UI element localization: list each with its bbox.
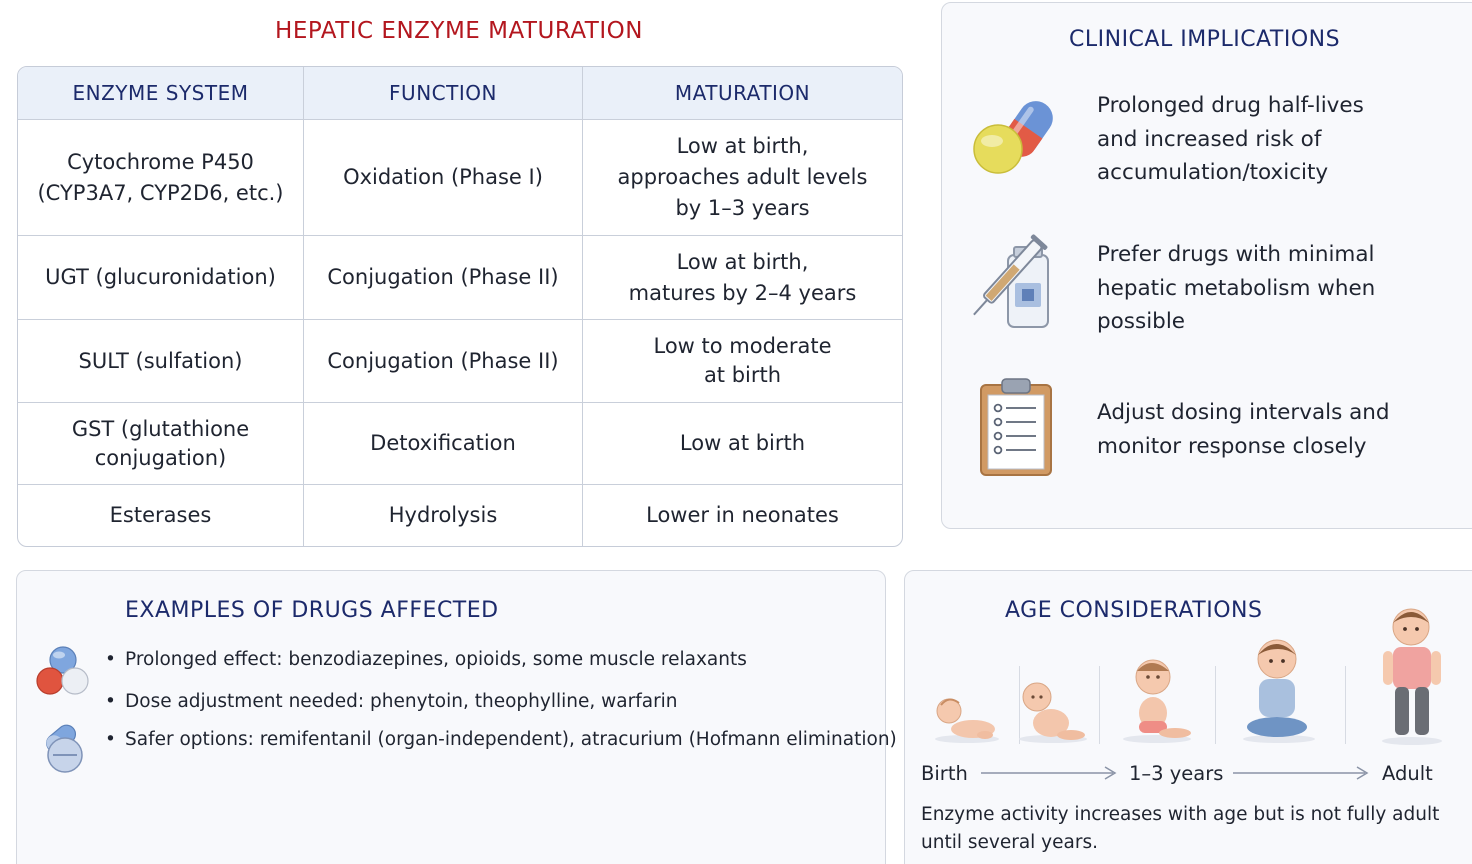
capsule-tablet-icon	[35, 717, 91, 775]
clipboard-checklist-icon	[978, 375, 1054, 477]
function-cell: Conjugation (Phase II)	[304, 320, 583, 403]
age-considerations-panel	[904, 570, 1472, 864]
clinical-implications-title: CLINICAL IMPLICATIONS	[1069, 27, 1341, 52]
cell-line: at birth	[703, 363, 782, 387]
implication-line: possible	[1097, 309, 1186, 334]
newborn-lying-icon	[933, 683, 1001, 745]
age-considerations-title: AGE CONSIDERATIONS	[1005, 598, 1263, 623]
stage-divider	[1215, 666, 1216, 744]
timeline-adult: Adult	[1382, 762, 1433, 785]
cell-line: approaches adult levels	[617, 165, 868, 189]
implication-item	[1097, 396, 1390, 463]
implication-item	[1097, 89, 1364, 190]
infant-sitting-icon	[1015, 675, 1091, 745]
implication-line: Adjust dosing intervals and	[1097, 400, 1390, 425]
cell-line: UGT (glucuronidation)	[45, 265, 276, 289]
age-note: Enzyme activity increases with age but is not fully adult until several years.	[921, 804, 1440, 853]
timeline-arrow	[979, 761, 1119, 785]
cell-line: Low to moderate	[653, 334, 832, 358]
drugs-affected-title: EXAMPLES OF DRUGS AFFECTED	[125, 598, 499, 623]
implication-line: monitor response closely	[1097, 433, 1367, 459]
table-row	[18, 403, 902, 485]
header-enzyme-system: ENZYME SYSTEM	[18, 67, 304, 120]
cell-line: Low at birth,	[676, 134, 809, 158]
enzyme-cell	[18, 485, 304, 546]
enzyme-cell	[18, 403, 304, 485]
table-row	[18, 485, 902, 546]
main-title: HEPATIC ENZYME MATURATION	[275, 18, 643, 44]
maturation-cell	[583, 320, 902, 403]
child-standing-icon	[1373, 605, 1451, 745]
stage-divider	[1099, 666, 1100, 744]
drugs-affected-panel	[16, 570, 897, 864]
table-row	[18, 320, 902, 403]
capsule-pills-icon	[970, 87, 1066, 179]
pill-cluster-icon	[35, 643, 91, 699]
function-cell: Oxidation (Phase I)	[304, 120, 583, 236]
list-item: • Prolonged effect: benzodiazepines, opioids, some muscle relaxants	[105, 649, 897, 670]
toddler-sitting-icon	[1237, 635, 1319, 745]
enzyme-cell	[18, 120, 304, 236]
cell-line: conjugation)	[94, 445, 227, 470]
syringe-vial-icon	[972, 223, 1056, 333]
cell-line: Lower in neonates	[646, 503, 839, 527]
drugs-list	[105, 649, 897, 750]
implication-line: Prolonged drug half-lives	[1097, 93, 1364, 118]
timeline-1-3-years: 1–3 years	[1129, 762, 1224, 785]
cell-line: Esterases	[109, 503, 212, 527]
header-maturation: MATURATION	[583, 67, 902, 120]
cell-line: (CYP3A7, CYP2D6, etc.)	[37, 180, 284, 205]
header-function: FUNCTION	[304, 67, 583, 120]
timeline-birth: Birth	[921, 762, 968, 785]
cell-line: Low at birth,	[676, 249, 809, 274]
maturation-cell	[583, 403, 902, 485]
function-cell: Hydrolysis	[304, 485, 583, 546]
maturation-cell	[583, 120, 902, 236]
maturation-cell	[583, 485, 902, 546]
cell-line: Low at birth	[679, 431, 806, 455]
implication-line: Prefer drugs with minimal	[1097, 242, 1375, 267]
list-item: • Dose adjustment needed: phenytoin, theophylline, warfarin	[105, 691, 897, 712]
cell-line: GST (glutathione	[71, 416, 250, 441]
cell-line: matures by 2–4 years	[628, 280, 857, 305]
function-cell: Detoxification	[304, 403, 583, 485]
enzyme-cell	[18, 320, 304, 403]
table-header-row	[18, 67, 902, 120]
implication-line: and increased risk of	[1097, 126, 1322, 152]
implication-line: hepatic metabolism when	[1097, 275, 1376, 301]
clinical-implications-panel	[941, 2, 1472, 529]
cell-line: SULT (sulfation)	[78, 348, 243, 373]
implication-item	[1097, 238, 1375, 339]
cell-line: Cytochrome P450	[67, 149, 254, 174]
cell-line: by 1–3 years	[675, 196, 810, 220]
enzyme-table	[17, 66, 903, 547]
baby-sitting-icon	[1117, 655, 1197, 745]
timeline-arrow	[1231, 761, 1371, 785]
table-row	[18, 236, 902, 320]
maturation-cell	[583, 236, 902, 320]
enzyme-cell	[18, 236, 304, 320]
table-row	[18, 120, 902, 236]
function-cell: Conjugation (Phase II)	[304, 236, 583, 320]
implication-line: accumulation/toxicity	[1097, 160, 1329, 185]
stage-divider	[1345, 666, 1346, 744]
list-item: • Safer options: remifentanil (organ-independent), atracurium (Hofmann elimination)	[105, 729, 897, 750]
